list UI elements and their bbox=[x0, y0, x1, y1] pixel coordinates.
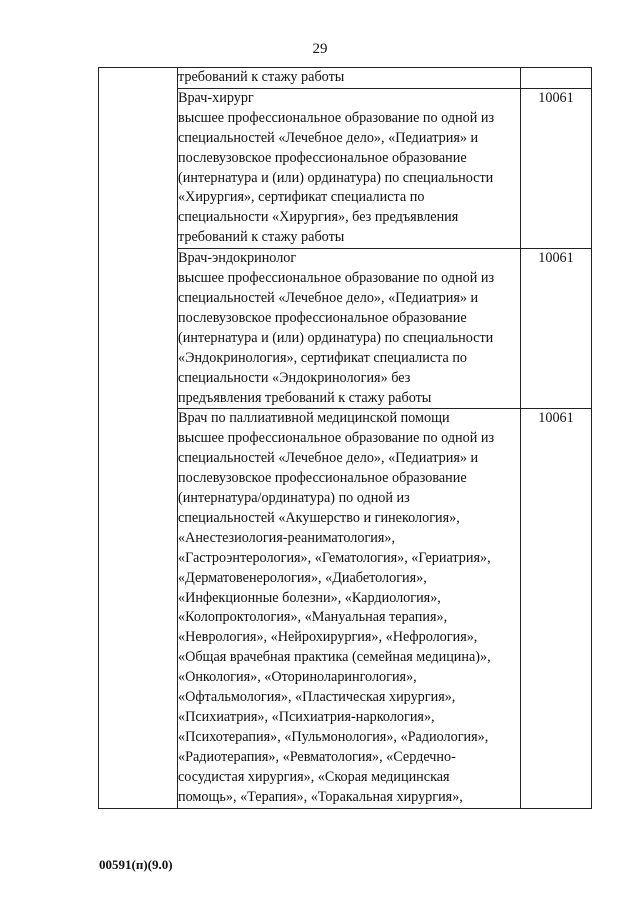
requirement-line: требований к стажу работы bbox=[178, 69, 345, 85]
requirement-line: послевузовское профессиональное образование bbox=[178, 309, 467, 326]
requirement-line: послевузовское профессиональное образование bbox=[178, 149, 467, 166]
requirement-line: «Психиатрия», «Психиатрия-наркология», bbox=[178, 709, 435, 725]
requirement-line: послевузовское профессиональное образование bbox=[178, 470, 467, 487]
requirement-line: специальностей «Лечебное дело», «Педиатрия» и bbox=[178, 289, 479, 306]
requirement-line: специальности «Эндокринология» без bbox=[178, 369, 411, 386]
position-title: Врач-хирург bbox=[178, 89, 254, 106]
requirement-line: специальностей «Лечебное дело», «Педиатрия» и bbox=[178, 129, 479, 146]
requirement-line: специальностей «Акушерство и гинекология», bbox=[178, 509, 460, 526]
footer-document-code: 00591(п)(9.0) bbox=[99, 857, 173, 872]
table-row bbox=[99, 68, 592, 89]
requirement-line: специальности «Хирургия», без предъявления bbox=[178, 209, 459, 226]
requirement-line: (интернатура и (или) ординатура) по специальности bbox=[178, 169, 494, 186]
requirement-line: «Неврология», «Нейрохирургия», «Нефрология», bbox=[178, 629, 478, 646]
positions-table bbox=[98, 67, 592, 809]
requirement-line: «Дерматовенерология», «Диабетология», bbox=[178, 569, 427, 586]
requirement-line: «Анестезиология-реаниматология», bbox=[178, 529, 396, 546]
requirement-line: предъявления требований к стажу работы bbox=[178, 389, 432, 406]
qualification-code-cell: 10061 bbox=[521, 249, 592, 409]
requirement-line: «Инфекционные болезни», «Кардиология», bbox=[178, 589, 441, 606]
requirement-line: «Общая врачебная практика (семейная медицина)», bbox=[178, 649, 491, 666]
position-title: Врач по паллиативной медицинской помощи bbox=[178, 410, 450, 427]
position-title: Врач-эндокринолог bbox=[178, 250, 297, 267]
requirement-line: специальностей «Лечебное дело», «Педиатрия» и bbox=[178, 450, 479, 467]
requirement-line: высшее профессиональное образование по одной из bbox=[178, 430, 495, 447]
group-cell bbox=[99, 68, 178, 809]
requirement-line: «Хирургия», сертификат специалиста по bbox=[178, 189, 425, 206]
requirement-line: (интернатура/ординатура) по одной из bbox=[178, 490, 410, 507]
requirement-line: «Онкология», «Оториноларингология», bbox=[178, 669, 417, 686]
requirement-line: «Психотерапия», «Пульмонология», «Радиология», bbox=[178, 728, 489, 745]
position-description-cell bbox=[178, 409, 521, 808]
requirement-line: требований к стажу работы bbox=[178, 229, 345, 246]
qualification-code-cell: 10061 bbox=[521, 88, 592, 248]
requirement-line: высшее профессиональное образование по одной из bbox=[178, 270, 495, 287]
qualification-code-cell: 10061 bbox=[521, 409, 592, 808]
position-description-cell bbox=[178, 68, 521, 89]
requirement-line: «Эндокринология», сертификат специалиста по bbox=[178, 349, 468, 366]
requirement-line: «Гастроэнтерология», «Гематология», «Гериатрия», bbox=[178, 549, 491, 566]
requirement-line: высшее профессиональное образование по одной из bbox=[178, 109, 495, 126]
page-number: 29 bbox=[312, 41, 328, 57]
position-description-cell bbox=[178, 249, 521, 409]
qualification-code-cell bbox=[521, 68, 592, 89]
requirement-line: «Радиотерапия», «Ревматология», «Сердечно- bbox=[178, 748, 456, 765]
table-body bbox=[99, 68, 592, 809]
position-description-cell bbox=[178, 88, 521, 248]
requirement-line: сосудистая хирургия», «Скорая медицинская bbox=[178, 768, 450, 785]
requirement-line: (интернатура и (или) ординатура) по специальности bbox=[178, 329, 494, 346]
requirement-line: «Колопроктология», «Мануальная терапия», bbox=[178, 609, 448, 626]
requirement-line: «Офтальмология», «Пластическая хирургия», bbox=[178, 689, 456, 706]
requirement-line: помощь», «Терапия», «Торакальная хирургия», bbox=[178, 788, 463, 805]
